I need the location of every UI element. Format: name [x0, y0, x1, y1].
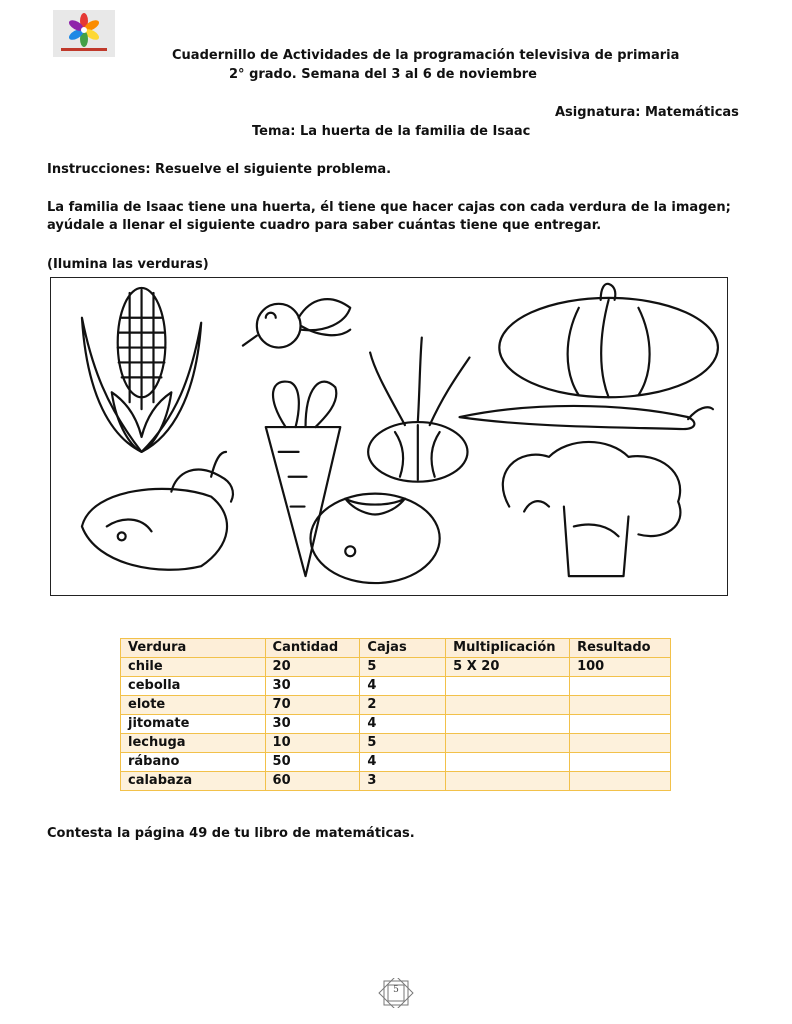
table-cell [570, 734, 671, 753]
table-cell [446, 772, 570, 791]
table-cell [570, 696, 671, 715]
topic-label: Tema: La huerta de la familia de Isaac [252, 124, 531, 139]
table-cell: 100 [570, 658, 671, 677]
header-line-2: 2° grado. Semana del 3 al 6 de noviembre [229, 67, 537, 82]
chile-icon [460, 406, 713, 429]
eggplant-icon [82, 452, 233, 570]
radish-icon [243, 299, 350, 347]
header-cell-cantidad: Cantidad [265, 639, 360, 658]
logo-icon [53, 10, 115, 57]
broccoli-icon [503, 442, 681, 576]
table-cell [446, 696, 570, 715]
instructions: Instrucciones: Resuelve el siguiente problema. [47, 162, 392, 177]
table-cell: 20 [265, 658, 360, 677]
table-cell: calabaza [121, 772, 266, 791]
vegetables-illustration [50, 277, 728, 596]
table-cell [446, 734, 570, 753]
table-cell: 5 [360, 734, 446, 753]
color-instruction: (Ilumina las verduras) [47, 257, 209, 272]
table-header-row [121, 639, 671, 658]
table-cell: jitomate [121, 715, 266, 734]
header-line-1: Cuadernillo de Actividades de la programación televisiva de primaria [172, 48, 680, 63]
table-cell: 30 [265, 677, 360, 696]
table-row [121, 696, 671, 715]
table-cell: rábano [121, 753, 266, 772]
table-row [121, 734, 671, 753]
page-number: 5 [393, 985, 399, 995]
tomato-icon [310, 494, 439, 583]
onion-icon [368, 338, 469, 482]
table-cell: 10 [265, 734, 360, 753]
table-cell: 70 [265, 696, 360, 715]
problem-text-line-1: La familia de Isaac tiene una huerta, él tiene que hacer cajas con cada verdura de la imagen; [47, 200, 731, 215]
closing-instruction: Contesta la página 49 de tu libro de matemáticas. [47, 826, 415, 841]
carrot-icon [266, 382, 341, 577]
table-cell: 60 [265, 772, 360, 791]
header-cell-resultado: Resultado [570, 639, 671, 658]
table-row [121, 753, 671, 772]
table-cell [446, 753, 570, 772]
table-cell: 4 [360, 677, 446, 696]
table-row [121, 658, 671, 677]
problem-text-line-2: ayúdale a llenar el siguiente cuadro para saber cuántas tiene que entregar. [47, 218, 602, 233]
table-cell [570, 753, 671, 772]
table-cell: 30 [265, 715, 360, 734]
corn-icon [82, 288, 201, 452]
table-row [121, 715, 671, 734]
vegetables-table [120, 638, 671, 791]
table-cell: 4 [360, 753, 446, 772]
table-cell: 5 X 20 [446, 658, 570, 677]
table-row [121, 677, 671, 696]
table-cell: 5 [360, 658, 446, 677]
pumpkin-icon [499, 284, 718, 397]
table-cell: 3 [360, 772, 446, 791]
header-cell-cajas: Cajas [360, 639, 446, 658]
table-cell: 4 [360, 715, 446, 734]
table-cell [570, 772, 671, 791]
table-cell: 2 [360, 696, 446, 715]
table-cell [570, 677, 671, 696]
header-cell-verdura: Verdura [121, 639, 266, 658]
table-cell [446, 677, 570, 696]
header-cell-multiplicacion: Multiplicación [446, 639, 570, 658]
table-cell [570, 715, 671, 734]
table-cell [446, 715, 570, 734]
subject-label: Asignatura: Matemáticas [555, 105, 739, 120]
table-cell: chile [121, 658, 266, 677]
table-cell: elote [121, 696, 266, 715]
table-cell: cebolla [121, 677, 266, 696]
table-cell: lechuga [121, 734, 266, 753]
table-row [121, 772, 671, 791]
table-cell: 50 [265, 753, 360, 772]
